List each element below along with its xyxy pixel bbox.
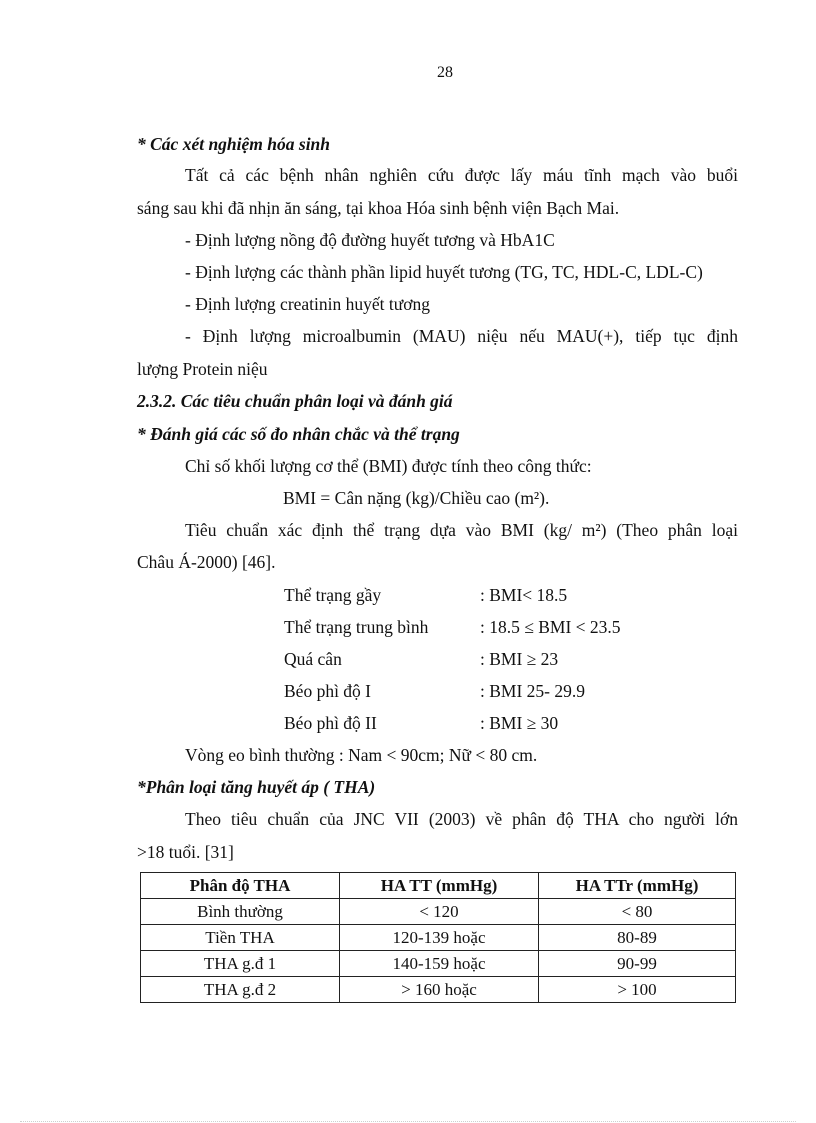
- hypertension-intro-line2: >18 tuổi. [31]: [137, 842, 234, 862]
- table-cell: > 160 hoặc: [340, 977, 539, 1003]
- table-row: [141, 925, 736, 951]
- criteria-line1: Tiêu chuẩn xác định thể trạng dựa vào BMI (kg/ m²) (Theo phân loại: [185, 520, 738, 540]
- table-cell: 80-89: [539, 925, 736, 951]
- bmi-class-label: Quá cân: [284, 649, 342, 669]
- list-item: - Định lượng các thành phần lipid huyết tương (TG, TC, HDL-C, LDL-C): [185, 262, 703, 282]
- column-header: Phân độ THA: [141, 873, 340, 899]
- list-item: - Định lượng nồng độ đường huyết tương và HbA1C: [185, 230, 555, 250]
- biochem-heading: * Các xét nghiệm hóa sinh: [137, 134, 331, 154]
- table-cell: 90-99: [539, 951, 736, 977]
- bmi-class-value: : BMI ≥ 23: [480, 649, 559, 669]
- page-number: 28: [437, 64, 453, 81]
- bmi-class-label: Thể trạng gầy: [284, 585, 382, 605]
- table-cell: Bình thường: [141, 899, 340, 925]
- table-row: [141, 977, 736, 1003]
- bmi-class-value: : 18.5 ≤ BMI < 23.5: [480, 617, 621, 637]
- bmi-class-value: : BMI< 18.5: [480, 585, 568, 605]
- page-bottom-divider: [20, 1121, 796, 1122]
- bmi-class-label: Thể trạng trung bình: [284, 617, 429, 637]
- hypertension-table: [140, 872, 736, 1003]
- bmi-class-value: : BMI 25- 29.9: [480, 681, 585, 701]
- table-cell: Tiền THA: [141, 925, 340, 951]
- bmi-class-label: Béo phì độ I: [284, 681, 372, 701]
- mau-line1: - Định lượng microalbumin (MAU) niệu nếu MAU(+), tiếp tục định: [185, 326, 738, 346]
- table-cell: THA g.đ 1: [141, 951, 340, 977]
- table-row: [141, 899, 736, 925]
- column-header: HA TT (mmHg): [340, 873, 539, 899]
- table-cell: THA g.đ 2: [141, 977, 340, 1003]
- bmi-intro: Chỉ số khối lượng cơ thể (BMI) được tính theo công thức:: [185, 456, 592, 476]
- column-header: HA TTr (mmHg): [539, 873, 736, 899]
- table-cell: > 100: [539, 977, 736, 1003]
- bmi-class-value: : BMI ≥ 30: [480, 713, 559, 733]
- mau-line2: lượng Protein niệu: [137, 359, 268, 379]
- bmi-formula: BMI = Cân nặng (kg)/Chiều cao (m²).: [283, 488, 550, 508]
- anthropometry-heading: * Đánh giá các số đo nhân chắc và thể trạng: [137, 424, 460, 444]
- table-cell: 120-139 hoặc: [340, 925, 539, 951]
- table-cell: < 120: [340, 899, 539, 925]
- hypertension-heading: *Phân loại tăng huyết áp ( THA): [137, 777, 376, 797]
- biochem-paragraph-line1: Tất cả các bệnh nhân nghiên cứu được lấy máu tĩnh mạch vào buổi: [185, 165, 738, 185]
- waist-criteria: Vòng eo bình thường : Nam < 90cm; Nữ < 80 cm.: [185, 745, 538, 765]
- hypertension-intro-line1: Theo tiêu chuẩn của JNC VII (2003) về phân độ THA cho người lớn: [185, 809, 738, 829]
- section-heading: 2.3.2. Các tiêu chuẩn phân loại và đánh giá: [137, 391, 453, 411]
- bmi-class-label: Béo phì độ II: [284, 713, 377, 733]
- criteria-line2: Châu Á-2000) [46].: [137, 552, 276, 572]
- list-item: - Định lượng creatinin huyết tương: [185, 294, 430, 314]
- table-header-row: [141, 873, 736, 899]
- table-cell: < 80: [539, 899, 736, 925]
- biochem-paragraph-line2: sáng sau khi đã nhịn ăn sáng, tại khoa Hóa sinh bệnh viện Bạch Mai.: [137, 198, 620, 218]
- table-row: [141, 951, 736, 977]
- table-cell: 140-159 hoặc: [340, 951, 539, 977]
